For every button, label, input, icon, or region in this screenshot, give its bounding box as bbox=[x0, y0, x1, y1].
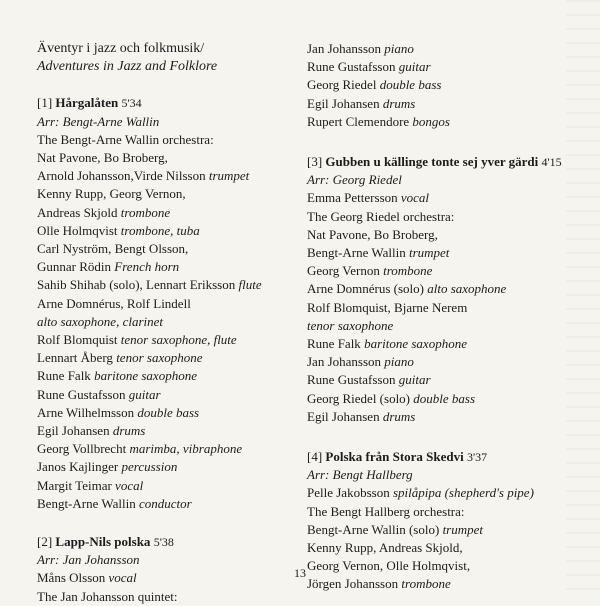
credit-line bbox=[37, 204, 292, 222]
credit-line bbox=[307, 189, 577, 207]
musician-names: Arne Domnérus, Rolf Lindell bbox=[37, 295, 191, 311]
musician-names: Margit Teimar bbox=[37, 477, 112, 493]
credit-line bbox=[37, 367, 292, 385]
instrument: French horn bbox=[114, 259, 180, 275]
track-3 bbox=[307, 153, 577, 426]
musician-names: Georg Riedel bbox=[307, 77, 377, 93]
track-duration: 3'37 bbox=[467, 450, 488, 465]
arranger: Arr: Bengt Hallberg bbox=[307, 467, 413, 483]
track-3-heading bbox=[307, 153, 577, 171]
musician-names: Arne Domnérus (solo) bbox=[307, 281, 424, 297]
credit-line bbox=[307, 503, 577, 521]
instrument: vocal bbox=[108, 570, 137, 586]
musician-names: Rupert Clemendore bbox=[307, 113, 410, 129]
credit-line bbox=[37, 404, 292, 422]
instrument: drums bbox=[382, 408, 416, 424]
credit-line bbox=[307, 244, 577, 262]
credit-line bbox=[307, 58, 577, 76]
credit-line bbox=[37, 240, 292, 258]
credit-line bbox=[307, 408, 577, 426]
credit-line bbox=[307, 353, 577, 371]
credit-line bbox=[307, 371, 577, 389]
credit-line bbox=[37, 276, 292, 294]
musician-names: Rolf Blomquist bbox=[37, 332, 118, 348]
track-number: [3] bbox=[307, 154, 323, 170]
credit-line bbox=[37, 167, 292, 185]
musician-names: Rune Falk bbox=[307, 336, 361, 352]
instrument: vocal bbox=[115, 477, 144, 493]
musician-names: Rune Falk bbox=[37, 368, 91, 384]
page-number: 13 bbox=[294, 566, 306, 580]
musician-names: Rolf Blomquist, Bjarne Nerem bbox=[307, 299, 468, 315]
instrument: piano bbox=[384, 354, 414, 370]
instrument: tenor saxophone bbox=[116, 350, 203, 366]
track-1-heading bbox=[37, 94, 292, 112]
track-duration: 5'38 bbox=[153, 535, 174, 550]
credit-line bbox=[37, 331, 292, 349]
musician-names: The Bengt-Arne Wallin orchestra: bbox=[37, 131, 214, 147]
credit-line bbox=[307, 335, 577, 353]
musician-names: Rune Gustafsson bbox=[37, 386, 126, 402]
instrument: marimba, vibraphone bbox=[129, 441, 243, 457]
musician-names: Jan Johansson bbox=[307, 354, 382, 370]
track-number: [2] bbox=[37, 534, 53, 550]
musician-names: Georg Riedel (solo) bbox=[307, 390, 411, 406]
instrument: trumpet bbox=[442, 521, 484, 537]
credit-line bbox=[37, 131, 292, 149]
track-title: Hårgalåten bbox=[55, 95, 119, 111]
musician-names: Gunnar Rödin bbox=[37, 259, 112, 275]
musician-names: Kenny Rupp, Andreas Skjold, bbox=[307, 540, 463, 556]
musician-names: The Jan Johansson quintet: bbox=[37, 588, 178, 604]
arranger: Arr: Georg Riedel bbox=[307, 172, 402, 188]
credit-line bbox=[307, 539, 577, 557]
musician-names: Olle Holmqvist bbox=[37, 222, 118, 238]
instrument: alto saxophone bbox=[427, 281, 507, 297]
musician-names: Andreas Skjold bbox=[37, 204, 118, 220]
instrument: drums bbox=[112, 423, 146, 439]
credit-line bbox=[37, 386, 292, 404]
musician-names: Bengt-Arne Wallin (solo) bbox=[307, 521, 440, 537]
instrument: spilåpipa (shepherd's pipe) bbox=[392, 485, 534, 501]
track-number: [4] bbox=[307, 449, 323, 465]
musician-names: Bengt-Arne Wallin bbox=[307, 245, 406, 261]
instrument: tenor saxophone, flute bbox=[120, 332, 237, 348]
musician-names: Jörgen Johansson bbox=[307, 576, 399, 592]
musician-names: Nat Pavone, Bo Broberg, bbox=[307, 226, 438, 242]
credit-line bbox=[37, 422, 292, 440]
credit-line bbox=[307, 40, 577, 58]
credit-line bbox=[37, 440, 292, 458]
right-column bbox=[307, 40, 577, 594]
instrument: conductor bbox=[138, 495, 192, 511]
credit-line bbox=[307, 521, 577, 539]
musician-names: Emma Pettersson bbox=[307, 190, 398, 206]
track-title: Polska från Stora Skedvi bbox=[325, 449, 464, 465]
credit-line bbox=[307, 262, 577, 280]
credit-line bbox=[307, 95, 577, 113]
credit-line bbox=[37, 477, 292, 495]
track-title: Lapp-Nils polska bbox=[55, 534, 151, 550]
credit-line bbox=[37, 149, 292, 167]
credit-line bbox=[307, 280, 577, 298]
musician-names: Bengt-Arne Wallin bbox=[37, 495, 136, 511]
left-column bbox=[37, 40, 292, 606]
credit-line bbox=[307, 113, 577, 131]
instrument: drums bbox=[382, 95, 416, 111]
arranger: Arr: Jan Johansson bbox=[37, 552, 140, 568]
musician-names: Sahib Shihab (solo), Lennart Eriksson bbox=[37, 277, 236, 293]
musician-names: Egil Johansen bbox=[307, 95, 380, 111]
instrument: trombone bbox=[401, 576, 451, 592]
credit-line bbox=[307, 226, 577, 244]
credit-line bbox=[37, 222, 292, 240]
musician-names: Janos Kajlinger bbox=[37, 459, 119, 475]
musician-names: Georg Vernon, Olle Holmqvist, bbox=[307, 558, 471, 574]
credit-line bbox=[37, 495, 292, 513]
musician-names: Rune Gustafsson bbox=[307, 59, 396, 75]
instrument: bongos bbox=[412, 113, 450, 129]
section-title-swedish: Äventyr i jazz och folkmusik/ bbox=[37, 41, 205, 56]
instrument: flute bbox=[238, 277, 262, 293]
musician-names: The Georg Riedel orchestra: bbox=[307, 208, 455, 224]
instrument: piano bbox=[384, 41, 414, 56]
credit-line bbox=[307, 299, 577, 317]
track-1 bbox=[37, 94, 292, 513]
musician-names: Arne Wilhelmsson bbox=[37, 404, 135, 420]
section-title-english: Adventures in Jazz and Folklore bbox=[37, 59, 218, 75]
musician-names: Georg Vollbrecht bbox=[37, 441, 127, 457]
instrument: baritone saxophone bbox=[94, 368, 197, 384]
instrument: double bass bbox=[137, 404, 200, 420]
credit-line bbox=[37, 185, 292, 203]
musician-names: Nat Pavone, Bo Broberg, bbox=[37, 150, 168, 166]
arranger: Arr: Bengt-Arne Wallin bbox=[37, 113, 160, 129]
instrument: guitar bbox=[398, 59, 431, 75]
credit-line bbox=[307, 317, 577, 335]
instrument: trumpet bbox=[408, 245, 450, 261]
musician-names: Arnold Johansson,Virde Nilsson bbox=[37, 168, 206, 184]
instrument: trombone bbox=[120, 204, 171, 220]
credit-line bbox=[307, 76, 577, 94]
musician-names: Kenny Rupp, Georg Vernon, bbox=[37, 186, 186, 202]
credit-line bbox=[37, 588, 292, 606]
musician-names: Carl Nyström, Bengt Olsson, bbox=[37, 241, 189, 257]
instrument: guitar bbox=[128, 386, 161, 402]
credit-line bbox=[307, 484, 577, 502]
musician-names: Rune Gustafsson bbox=[307, 372, 396, 388]
instrument: trombone, tuba bbox=[120, 222, 200, 238]
credit-line bbox=[37, 295, 292, 313]
credit-line bbox=[37, 349, 292, 367]
musician-names: Pelle Jakobsson bbox=[307, 485, 390, 501]
credit-line bbox=[37, 258, 292, 276]
track-title: Gubben u källinge tonte sej yver gärdi bbox=[325, 154, 539, 170]
track-duration: 4'15 bbox=[541, 155, 562, 170]
musician-names: Egil Johansen bbox=[307, 408, 380, 424]
credit-line bbox=[307, 390, 577, 408]
instrument: percussion bbox=[121, 459, 178, 475]
track-2-heading bbox=[37, 533, 292, 551]
instrument: trumpet bbox=[208, 168, 250, 184]
musician-names: Lennart Åberg bbox=[37, 350, 113, 366]
instrument: trombone bbox=[383, 263, 433, 279]
instrument: guitar bbox=[398, 372, 431, 388]
track-number: [1] bbox=[37, 95, 53, 111]
instrument: tenor saxophone bbox=[307, 317, 394, 333]
instrument: vocal bbox=[400, 190, 430, 206]
track-4-heading bbox=[307, 448, 577, 466]
musician-names: Måns Olsson bbox=[37, 570, 106, 586]
musician-names: The Bengt Hallberg orchestra: bbox=[307, 503, 465, 519]
instrument: baritone saxophone bbox=[364, 336, 467, 352]
instrument: double bass bbox=[379, 77, 442, 93]
track-duration: 5'34 bbox=[121, 96, 142, 111]
musician-names: Georg Vernon bbox=[307, 263, 380, 279]
credit-line bbox=[37, 458, 292, 476]
musician-names: Jan Johansson bbox=[307, 41, 382, 56]
instrument: double bass bbox=[413, 390, 476, 406]
credit-line bbox=[37, 313, 292, 331]
credit-line bbox=[307, 208, 577, 226]
instrument: alto saxophone, clarinet bbox=[37, 313, 164, 329]
musician-names: Egil Johansen bbox=[37, 423, 110, 439]
